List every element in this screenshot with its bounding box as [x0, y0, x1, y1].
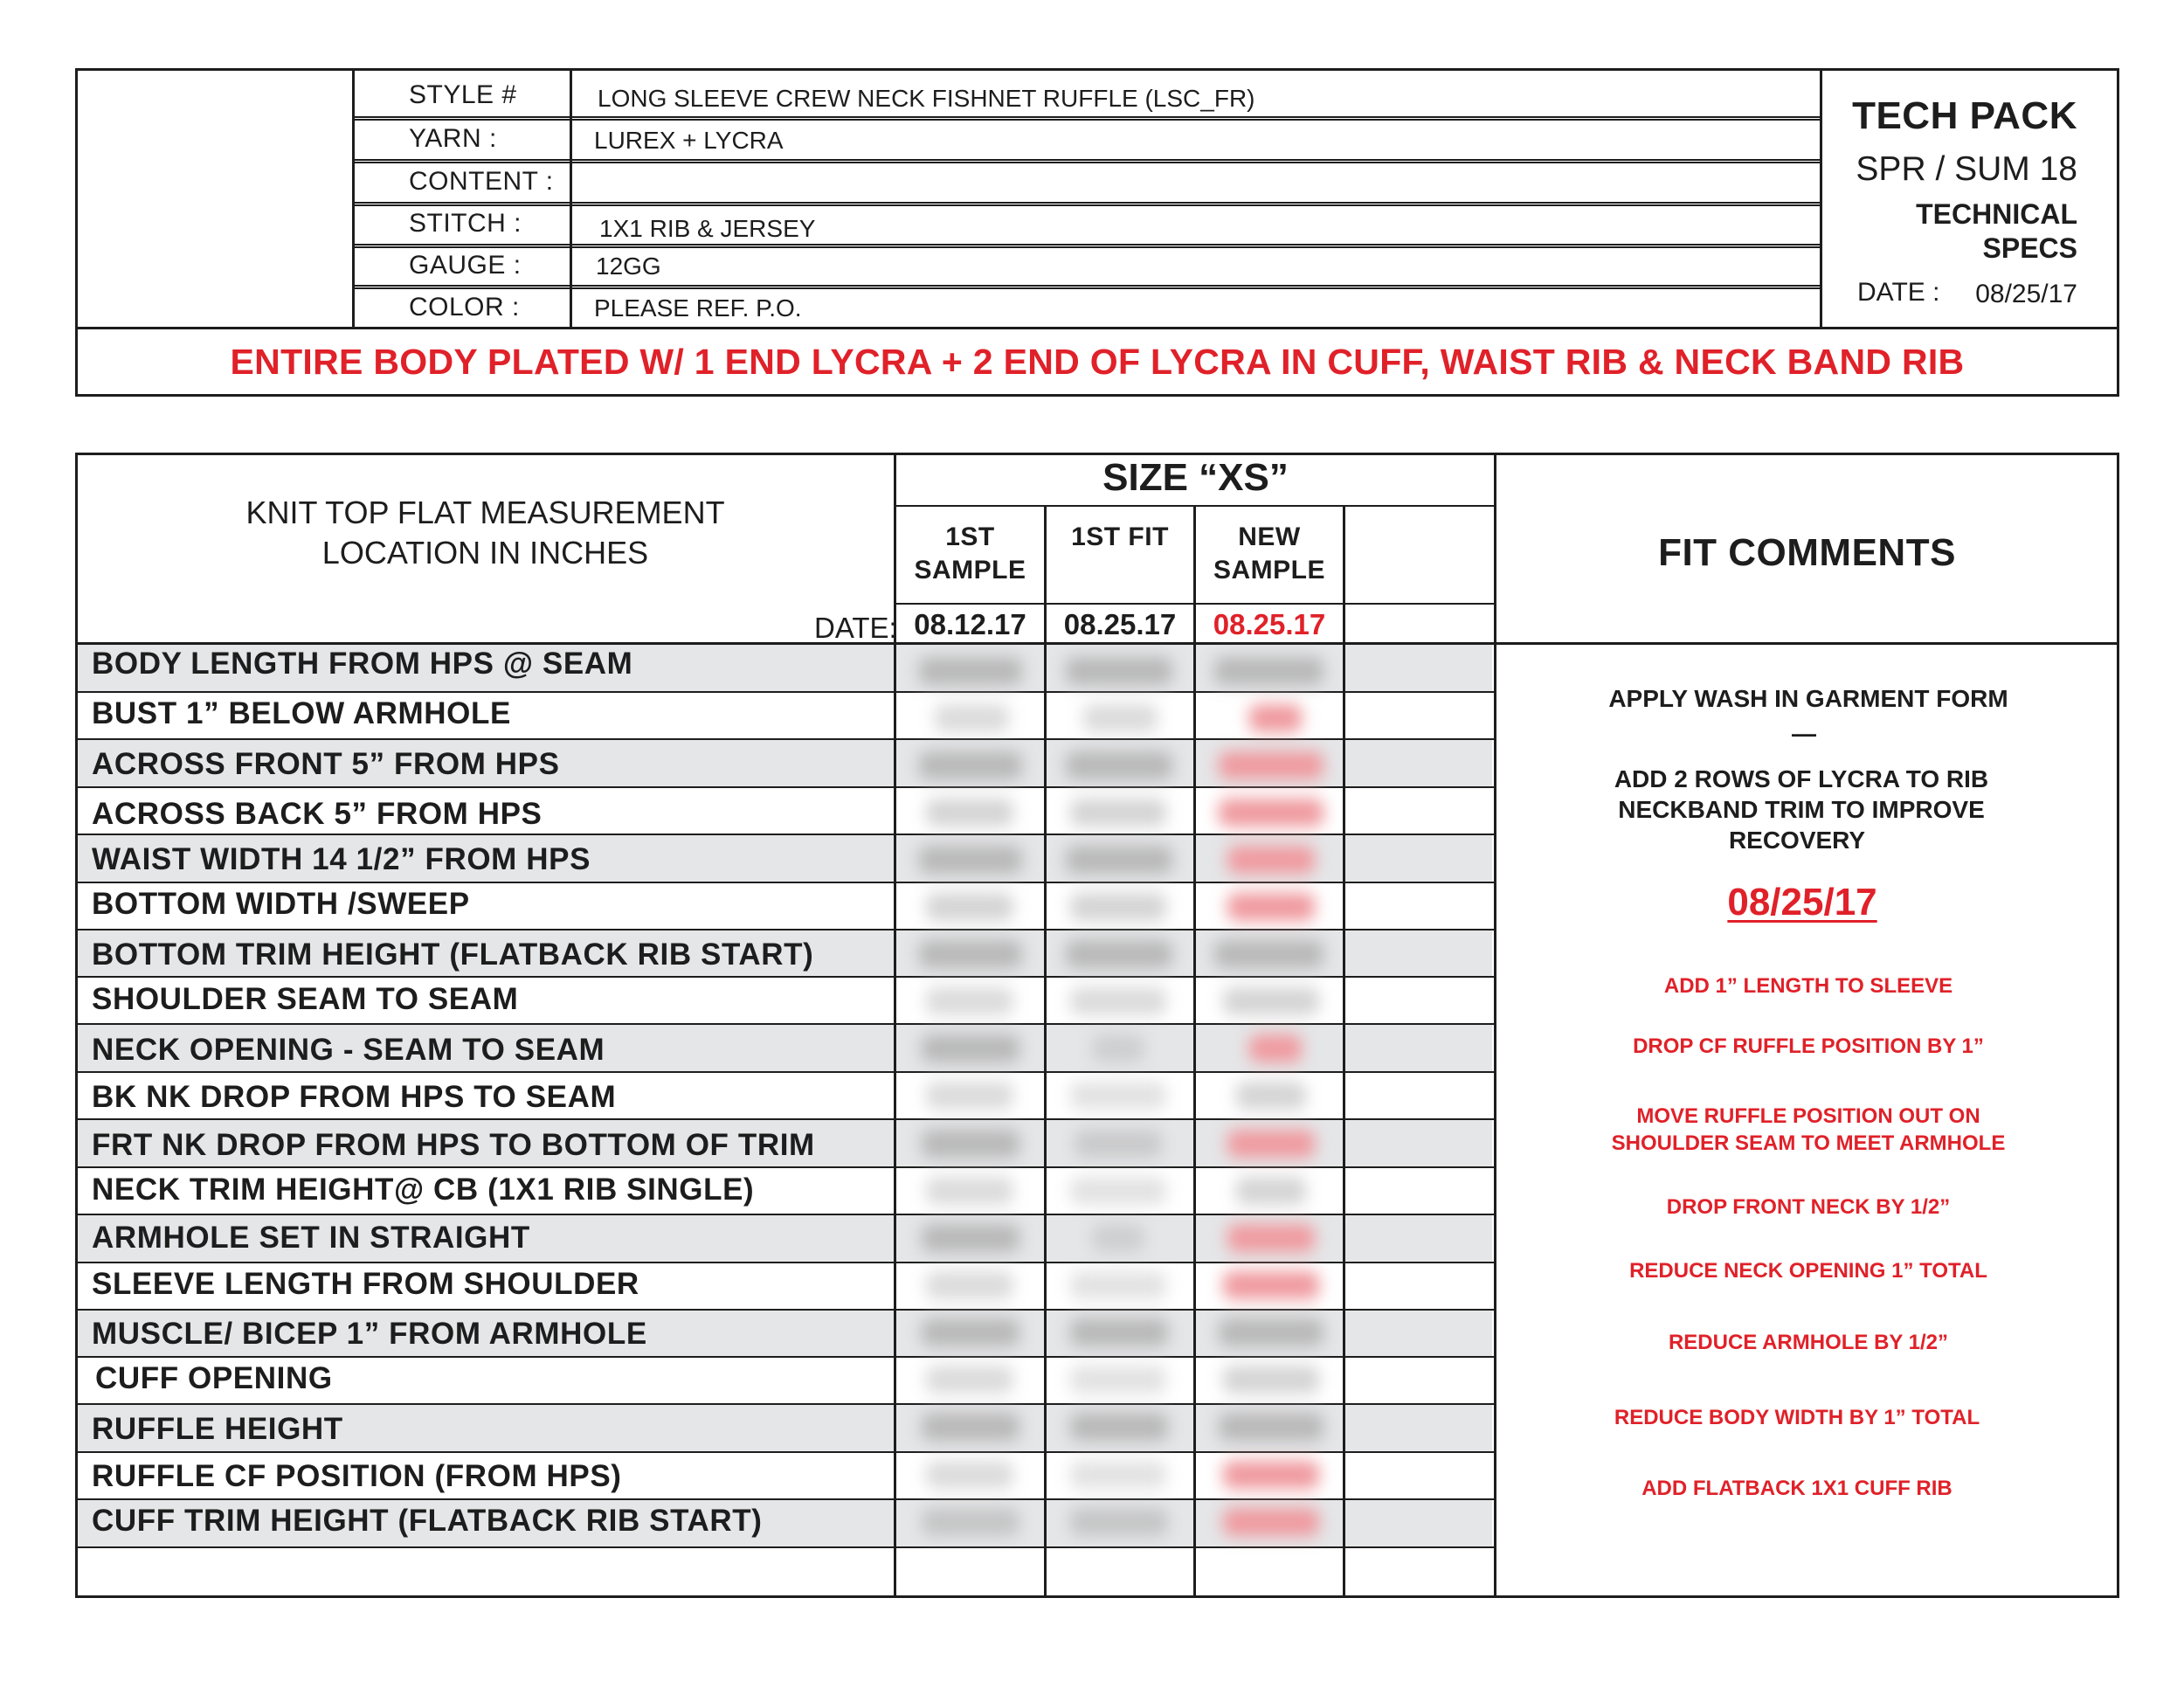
field-separator [353, 204, 1821, 206]
redacted-value [1066, 657, 1172, 685]
redacted-value [1083, 704, 1158, 732]
redacted-value [922, 1318, 1019, 1346]
row-frt-nk-drop: FRT NK DROP FROM HPS TO BOTTOM OF TRIM [92, 1128, 815, 1162]
redacted-value [935, 704, 1009, 732]
redacted-value [1066, 751, 1172, 779]
redacted-value [1070, 987, 1166, 1015]
redacted-value [922, 1413, 1019, 1441]
redacted-value [1070, 1366, 1166, 1394]
col-new-sample-date: 08.25.17 [1213, 608, 1326, 640]
redacted-value [1066, 940, 1172, 968]
yarn-value: LUREX + LYCRA [594, 127, 784, 154]
row-bottom-width: BOTTOM WIDTH /SWEEP [92, 887, 470, 921]
col-1st-fit-line1: 1ST FIT [1071, 522, 1169, 551]
row-separator [77, 1023, 1494, 1025]
redacted-value [1219, 751, 1324, 779]
size-title: SIZE “XS” [1102, 456, 1289, 499]
tech-pack-date-label: DATE : [1857, 278, 1940, 307]
redacted-value [1223, 1508, 1319, 1536]
redacted-value [926, 1366, 1013, 1394]
header-divider-label [570, 70, 572, 329]
row-body-length: BODY LENGTH FROM HPS @ SEAM [92, 647, 633, 681]
yarn-label: YARN : [409, 124, 497, 153]
redacted-value [926, 1271, 1013, 1299]
season-label: SPR / SUM 18 [1856, 150, 2077, 188]
redacted-value [1070, 1177, 1166, 1205]
redacted-value [1070, 1508, 1168, 1536]
row-separator [77, 786, 1494, 788]
row-separator [77, 1546, 1494, 1548]
redacted-value [1092, 1034, 1144, 1062]
redacted-value [1070, 1318, 1168, 1346]
redacted-value [922, 1224, 1019, 1252]
row-ruffle-cf-position: RUFFLE CF POSITION (FROM HPS) [92, 1459, 622, 1493]
row-separator [77, 1214, 1494, 1215]
row-separator [77, 1118, 1494, 1120]
field-separator [353, 202, 1821, 204]
stitch-label: STITCH : [409, 209, 522, 238]
redacted-value [1092, 1224, 1144, 1252]
redacted-value [1227, 1224, 1315, 1252]
col-divider-new [1193, 505, 1196, 1596]
col-1st-sample-line1: 1ST [945, 522, 995, 551]
row-separator [77, 691, 1494, 693]
field-separator [353, 116, 1821, 118]
redacted-value [919, 751, 1022, 779]
comment-reduce-body-width: REDUCE BODY WIDTH BY 1” TOTAL [1614, 1406, 1980, 1429]
table-header-divider [77, 642, 2118, 645]
row-separator [77, 738, 1494, 740]
redacted-value [922, 1508, 1019, 1536]
col-divider-extra [1343, 505, 1345, 1596]
redacted-value [926, 1082, 1013, 1110]
redacted-value [1223, 1271, 1319, 1299]
technical-specs-line2: SPECS [1982, 232, 2077, 264]
row-muscle-bicep: MUSCLE/ BICEP 1” FROM ARMHOLE [92, 1317, 647, 1351]
row-across-front: ACROSS FRONT 5” FROM HPS [92, 747, 560, 781]
fit-comments-title: FIT COMMENTS [1658, 531, 1956, 574]
redacted-value [1236, 1082, 1306, 1110]
redacted-value [922, 1130, 1019, 1158]
row-separator [77, 1071, 1494, 1073]
redacted-value [926, 987, 1013, 1015]
comment-reduce-neck-opening: REDUCE NECK OPENING 1” TOTAL [1629, 1259, 1987, 1283]
comment-reduce-armhole: REDUCE ARMHOLE BY 1/2” [1668, 1331, 1949, 1354]
col-1st-sample-line2: SAMPLE [914, 556, 1026, 585]
redacted-value [919, 940, 1022, 968]
comment-drop-front-neck: DROP FRONT NECK BY 1/2” [1666, 1195, 1951, 1219]
gauge-label: GAUGE : [409, 251, 522, 280]
stitch-value: 1X1 RIB & JERSEY [599, 215, 816, 242]
col-new-sample-line1: NEW [1238, 522, 1301, 551]
color-value: PLEASE REF. P.O. [594, 294, 802, 322]
field-separator [353, 285, 1821, 287]
date-label: DATE: [814, 612, 897, 644]
header-divider-techpack [1820, 70, 1822, 329]
redacted-value [1249, 704, 1302, 732]
comment-apply-wash: APPLY WASH IN GARMENT FORM [1608, 685, 2008, 712]
comment-cf-ruffle: DROP CF RUFFLE POSITION BY 1” [1633, 1034, 1984, 1058]
redacted-value [1223, 987, 1319, 1015]
redacted-value [1249, 1034, 1302, 1062]
row-separator [77, 1356, 1494, 1358]
tech-pack-date-value: 08/25/17 [1975, 280, 2077, 308]
redacted-value [1070, 799, 1166, 827]
col-new-sample-line2: SAMPLE [1213, 556, 1325, 585]
redacted-value [1227, 893, 1315, 921]
row-separator [77, 882, 1494, 883]
redacted-value [926, 799, 1013, 827]
row-armhole: ARMHOLE SET IN STRAIGHT [92, 1221, 530, 1255]
redacted-value [1214, 940, 1324, 968]
comment-separator: — [1792, 720, 1816, 747]
comment-move-ruffle-line2: SHOULDER SEAM TO MEET ARMHOLE [1611, 1131, 2006, 1155]
row-cuff-trim-height: CUFF TRIM HEIGHT (FLATBACK RIB START) [92, 1504, 763, 1538]
redacted-value [1070, 1461, 1166, 1489]
row-ruffle-height: RUFFLE HEIGHT [92, 1412, 343, 1446]
redacted-value [919, 846, 1022, 874]
redacted-value [1214, 657, 1324, 685]
row-bust: BUST 1” BELOW ARMHOLE [92, 696, 511, 730]
comment-add-lycra-line1: ADD 2 ROWS OF LYCRA TO RIB [1614, 765, 1989, 792]
row-separator [77, 1403, 1494, 1405]
row-bk-nk-drop: BK NK DROP FROM HPS TO SEAM [92, 1080, 617, 1114]
location-title-line2: LOCATION IN INCHES [321, 535, 649, 571]
plating-banner: ENTIRE BODY PLATED W/ 1 END LYCRA + 2 END OF LYCRA IN CUFF, WAIST RIB & NECK BAND RIB [230, 341, 1965, 382]
row-neck-opening: NECK OPENING - SEAM TO SEAM [92, 1033, 605, 1067]
field-separator [353, 162, 1821, 163]
gauge-value: 12GG [596, 253, 661, 280]
redacted-value [922, 1034, 1019, 1062]
redacted-value [1227, 846, 1315, 874]
redacted-value [1219, 1413, 1324, 1441]
row-separator [77, 1166, 1494, 1168]
redacted-value [1223, 1366, 1319, 1394]
row-separator [77, 1262, 1494, 1263]
row-waist-width: WAIST WIDTH 14 1/2” FROM HPS [92, 842, 591, 876]
redacted-value [1223, 1461, 1319, 1489]
comment-move-ruffle-line1: MOVE RUFFLE POSITION OUT ON [1636, 1104, 1980, 1128]
comment-date: 08/25/17 [1727, 881, 1877, 924]
field-separator [353, 287, 1821, 289]
redacted-value [926, 1461, 1013, 1489]
field-separator [353, 159, 1821, 161]
redacted-value [1066, 846, 1172, 874]
content-label: CONTENT : [409, 167, 554, 196]
comment-add-lycra-line3: RECOVERY [1728, 827, 1866, 854]
field-separator [353, 244, 1821, 246]
location-title-line1: KNIT TOP FLAT MEASUREMENT [245, 495, 725, 530]
row-across-back: ACROSS BACK 5” FROM HPS [92, 797, 543, 831]
row-separator [77, 1451, 1494, 1453]
redacted-value [1219, 799, 1324, 827]
row-cuff-opening: CUFF OPENING [95, 1361, 333, 1395]
comment-sleeve-length: ADD 1” LENGTH TO SLEEVE [1663, 974, 1953, 998]
header-divider-logo [352, 70, 355, 329]
redacted-value [926, 893, 1013, 921]
row-separator [77, 1498, 1494, 1500]
field-separator [353, 246, 1821, 248]
row-bottom-trim-height: BOTTOM TRIM HEIGHT (FLATBACK RIB START) [92, 937, 814, 972]
redacted-value [1219, 1318, 1324, 1346]
row-separator [77, 1309, 1494, 1311]
redacted-value [1070, 1082, 1166, 1110]
col-1st-sample-date: 08.12.17 [914, 608, 1026, 640]
row-shoulder-seam: SHOULDER SEAM TO SEAM [92, 982, 519, 1016]
field-separator [353, 119, 1821, 121]
col-1st-fit-date: 08.25.17 [1063, 608, 1177, 640]
comment-add-lycra-line2: NECKBAND TRIM TO IMPROVE [1618, 796, 1985, 823]
redacted-value [926, 1177, 1013, 1205]
style-value: LONG SLEEVE CREW NECK FISHNET RUFFLE (LSC_FR) [598, 85, 1255, 112]
row-separator [77, 976, 1494, 978]
redacted-value [1227, 1130, 1315, 1158]
redacted-value [1236, 1177, 1306, 1205]
redacted-value [1075, 1130, 1162, 1158]
redacted-value [1070, 1271, 1166, 1299]
redacted-value [1070, 893, 1166, 921]
redacted-value [919, 657, 1022, 685]
col-divider-fit [1044, 505, 1047, 1596]
redacted-value [1070, 1413, 1168, 1441]
row-separator [77, 929, 1494, 930]
comment-flatback-cuff: ADD FLATBACK 1X1 CUFF RIB [1641, 1477, 1952, 1500]
row-neck-trim-height: NECK TRIM HEIGHT@ CB (1X1 RIB SINGLE) [92, 1173, 755, 1207]
color-label: COLOR : [409, 293, 520, 322]
tech-pack-title: TECH PACK [1852, 94, 2077, 137]
row-sleeve-length: SLEEVE LENGTH FROM SHOULDER [92, 1267, 639, 1301]
style-label: STYLE # [409, 80, 517, 109]
row-separator [77, 834, 1494, 835]
technical-specs-line1: TECHNICAL [1916, 198, 2077, 230]
